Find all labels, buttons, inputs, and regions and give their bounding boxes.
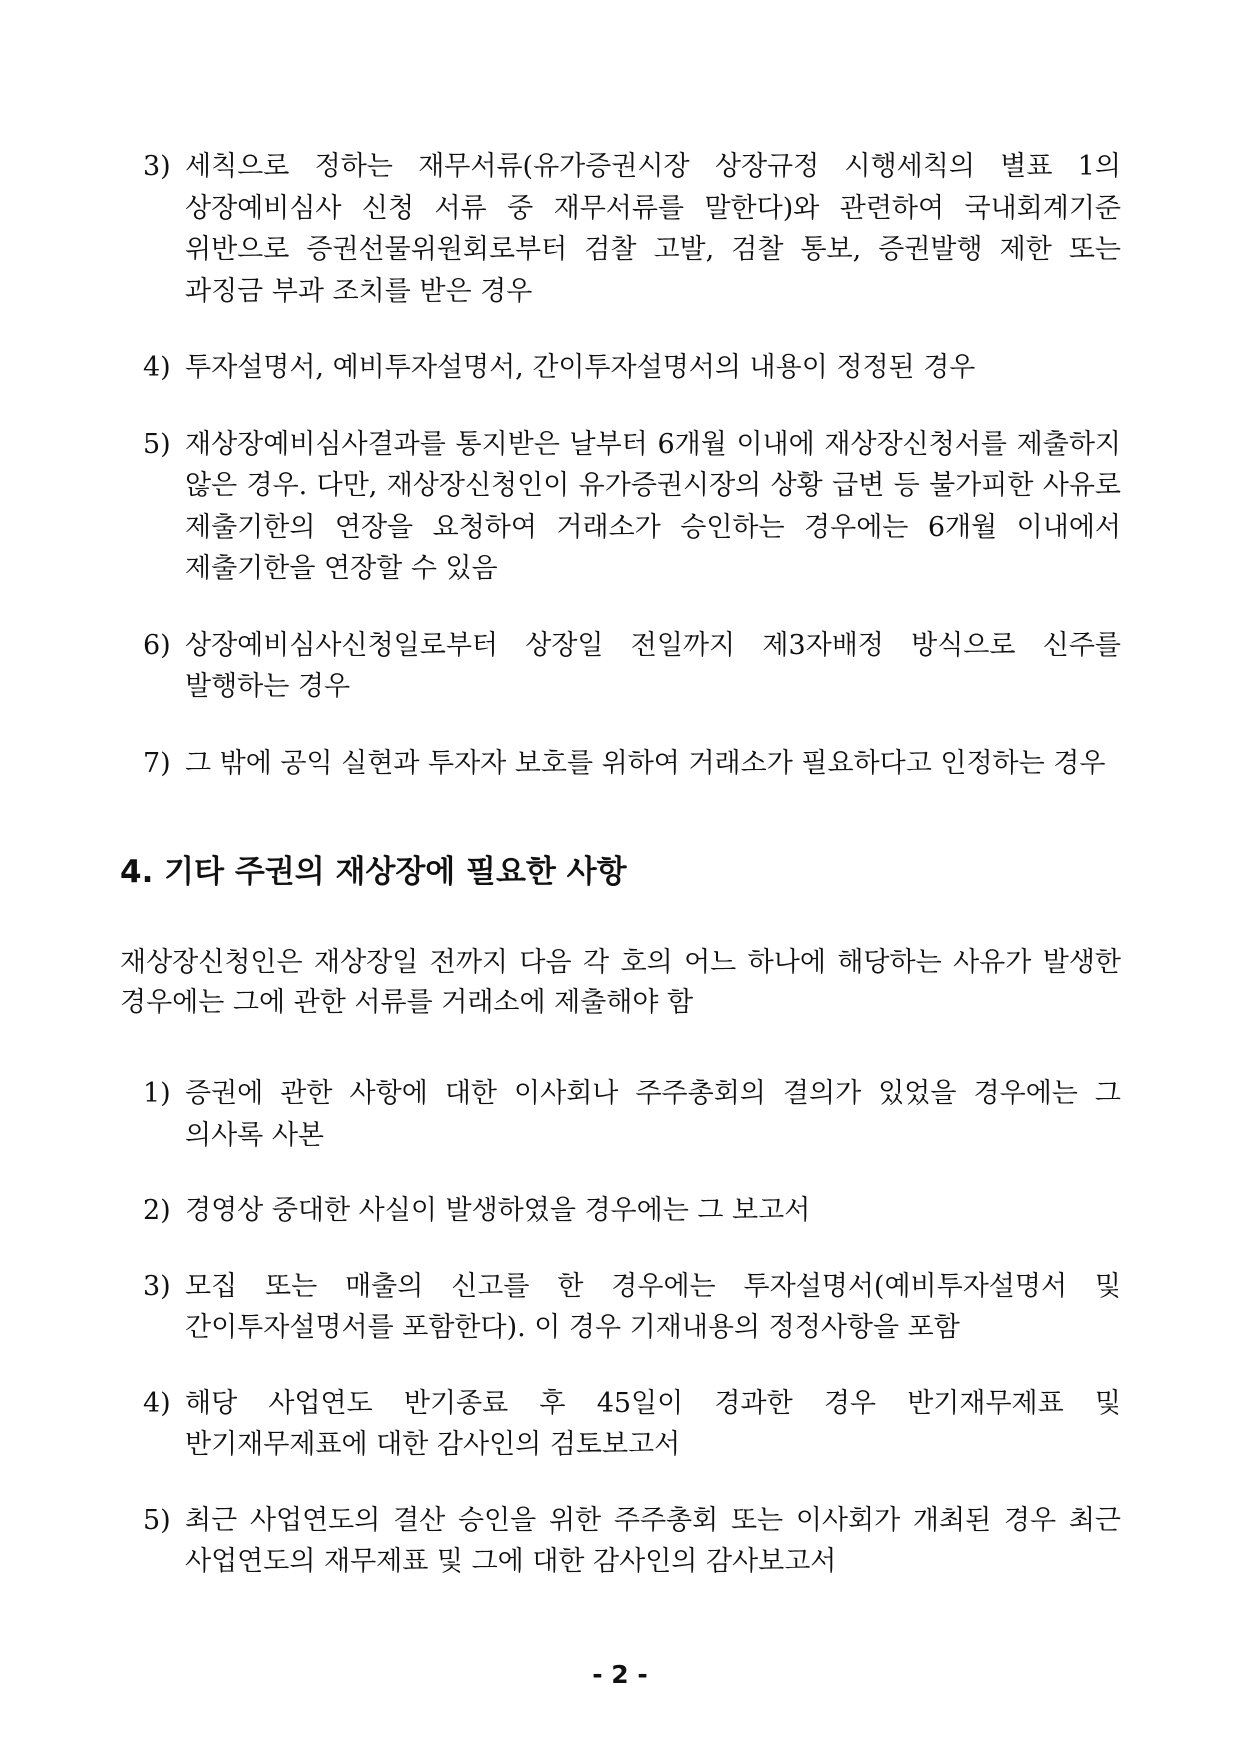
item-number: 5) [143, 428, 171, 460]
item-number: 6) [143, 629, 171, 661]
list-item [143, 1266, 1121, 1349]
item-text: 해당 사업연도 반기종료 후 45일이 경과한 경우 반기재무제표 및 반기재무제표에 대한 감사인의 검토보고서 [185, 1387, 1121, 1460]
page-number: - 2 - [592, 1660, 648, 1689]
item-number: 7) [143, 747, 171, 779]
section-heading: 4. 기타 주권의 재상장에 필요한 사항 [120, 854, 627, 890]
requirements-list-continued [143, 146, 1121, 819]
item-number: 5) [143, 1504, 171, 1536]
item-text: 경영상 중대한 사실이 발생하였을 경우에는 그 보고서 [185, 1195, 811, 1226]
list-item [143, 743, 1121, 785]
item-text: 최근 사업연도의 결산 승인을 위한 주주총회 또는 이사회가 개최된 경우 최근 사업연도의 재무제표 및 그에 대한 감사인의 감사보고서 [185, 1504, 1121, 1577]
section-intro-paragraph: 재상장신청인은 재상장일 전까지 다음 각 호의 어느 하나에 해당하는 사유가 발생한 경우에는 그에 관한 서류를 거래소에 제출해야 함 [120, 947, 1121, 1018]
item-text: 세칙으로 정하는 재무서류(유가증권시장 상장규정 시행세칙의 별표 1의 상장예비심사 신청 서류 중 재무서류를 말한다)와 관련하여 국내회계기준 위반으로 증권선물위원회로부터 검찰 고발, 검찰 통보, 증권발행 제한 또는 과징금 부과 조치를 받은 경우 [185, 151, 1121, 307]
list-item [143, 347, 1121, 389]
item-text: 모집 또는 매출의 신고를 한 경우에는 투자설명서(예비투자설명서 및 간이투자설명서를 포함한다). 이 경우 기재내용의 정정사항을 포함 [185, 1270, 1121, 1343]
required-documents-list [143, 1073, 1121, 1617]
item-number: 1) [143, 1078, 171, 1109]
item-text: 재상장예비심사결과를 통지받은 날부터 6개월 이내에 재상장신청서를 제출하지 않은 경우. 다만, 재상장신청인이 유가증권시장의 상황 급변 등 불가피한 사유로 제출기한의 연장을 요청하여 거래소가 승인하는 경우에는 6개월 이내에서 제출기한을 연장할 수 있음 [185, 428, 1121, 584]
item-text: 상장예비심사신청일로부터 상장일 전일까지 제3자배정 방식으로 신주를 발행하는 경우 [185, 629, 1121, 702]
item-number: 4) [143, 352, 171, 383]
list-item [143, 1190, 1121, 1232]
list-item [143, 1383, 1121, 1466]
list-item [143, 625, 1121, 708]
list-item [143, 1500, 1121, 1583]
list-item [143, 1073, 1121, 1156]
item-number: 4) [143, 1387, 171, 1419]
list-item [143, 146, 1121, 312]
item-number: 3) [143, 1270, 171, 1302]
list-item [143, 424, 1121, 590]
item-number: 2) [143, 1195, 171, 1226]
item-text: 그 밖에 공익 실현과 투자자 보호를 위하여 거래소가 필요하다고 인정하는 경우 [185, 747, 1106, 779]
item-text: 투자설명서, 예비투자설명서, 간이투자설명서의 내용이 정정된 경우 [185, 352, 976, 383]
item-number: 3) [143, 151, 171, 182]
item-text: 증권에 관한 사항에 대한 이사회나 주주총회의 결의가 있었을 경우에는 그 의사록 사본 [185, 1078, 1121, 1151]
